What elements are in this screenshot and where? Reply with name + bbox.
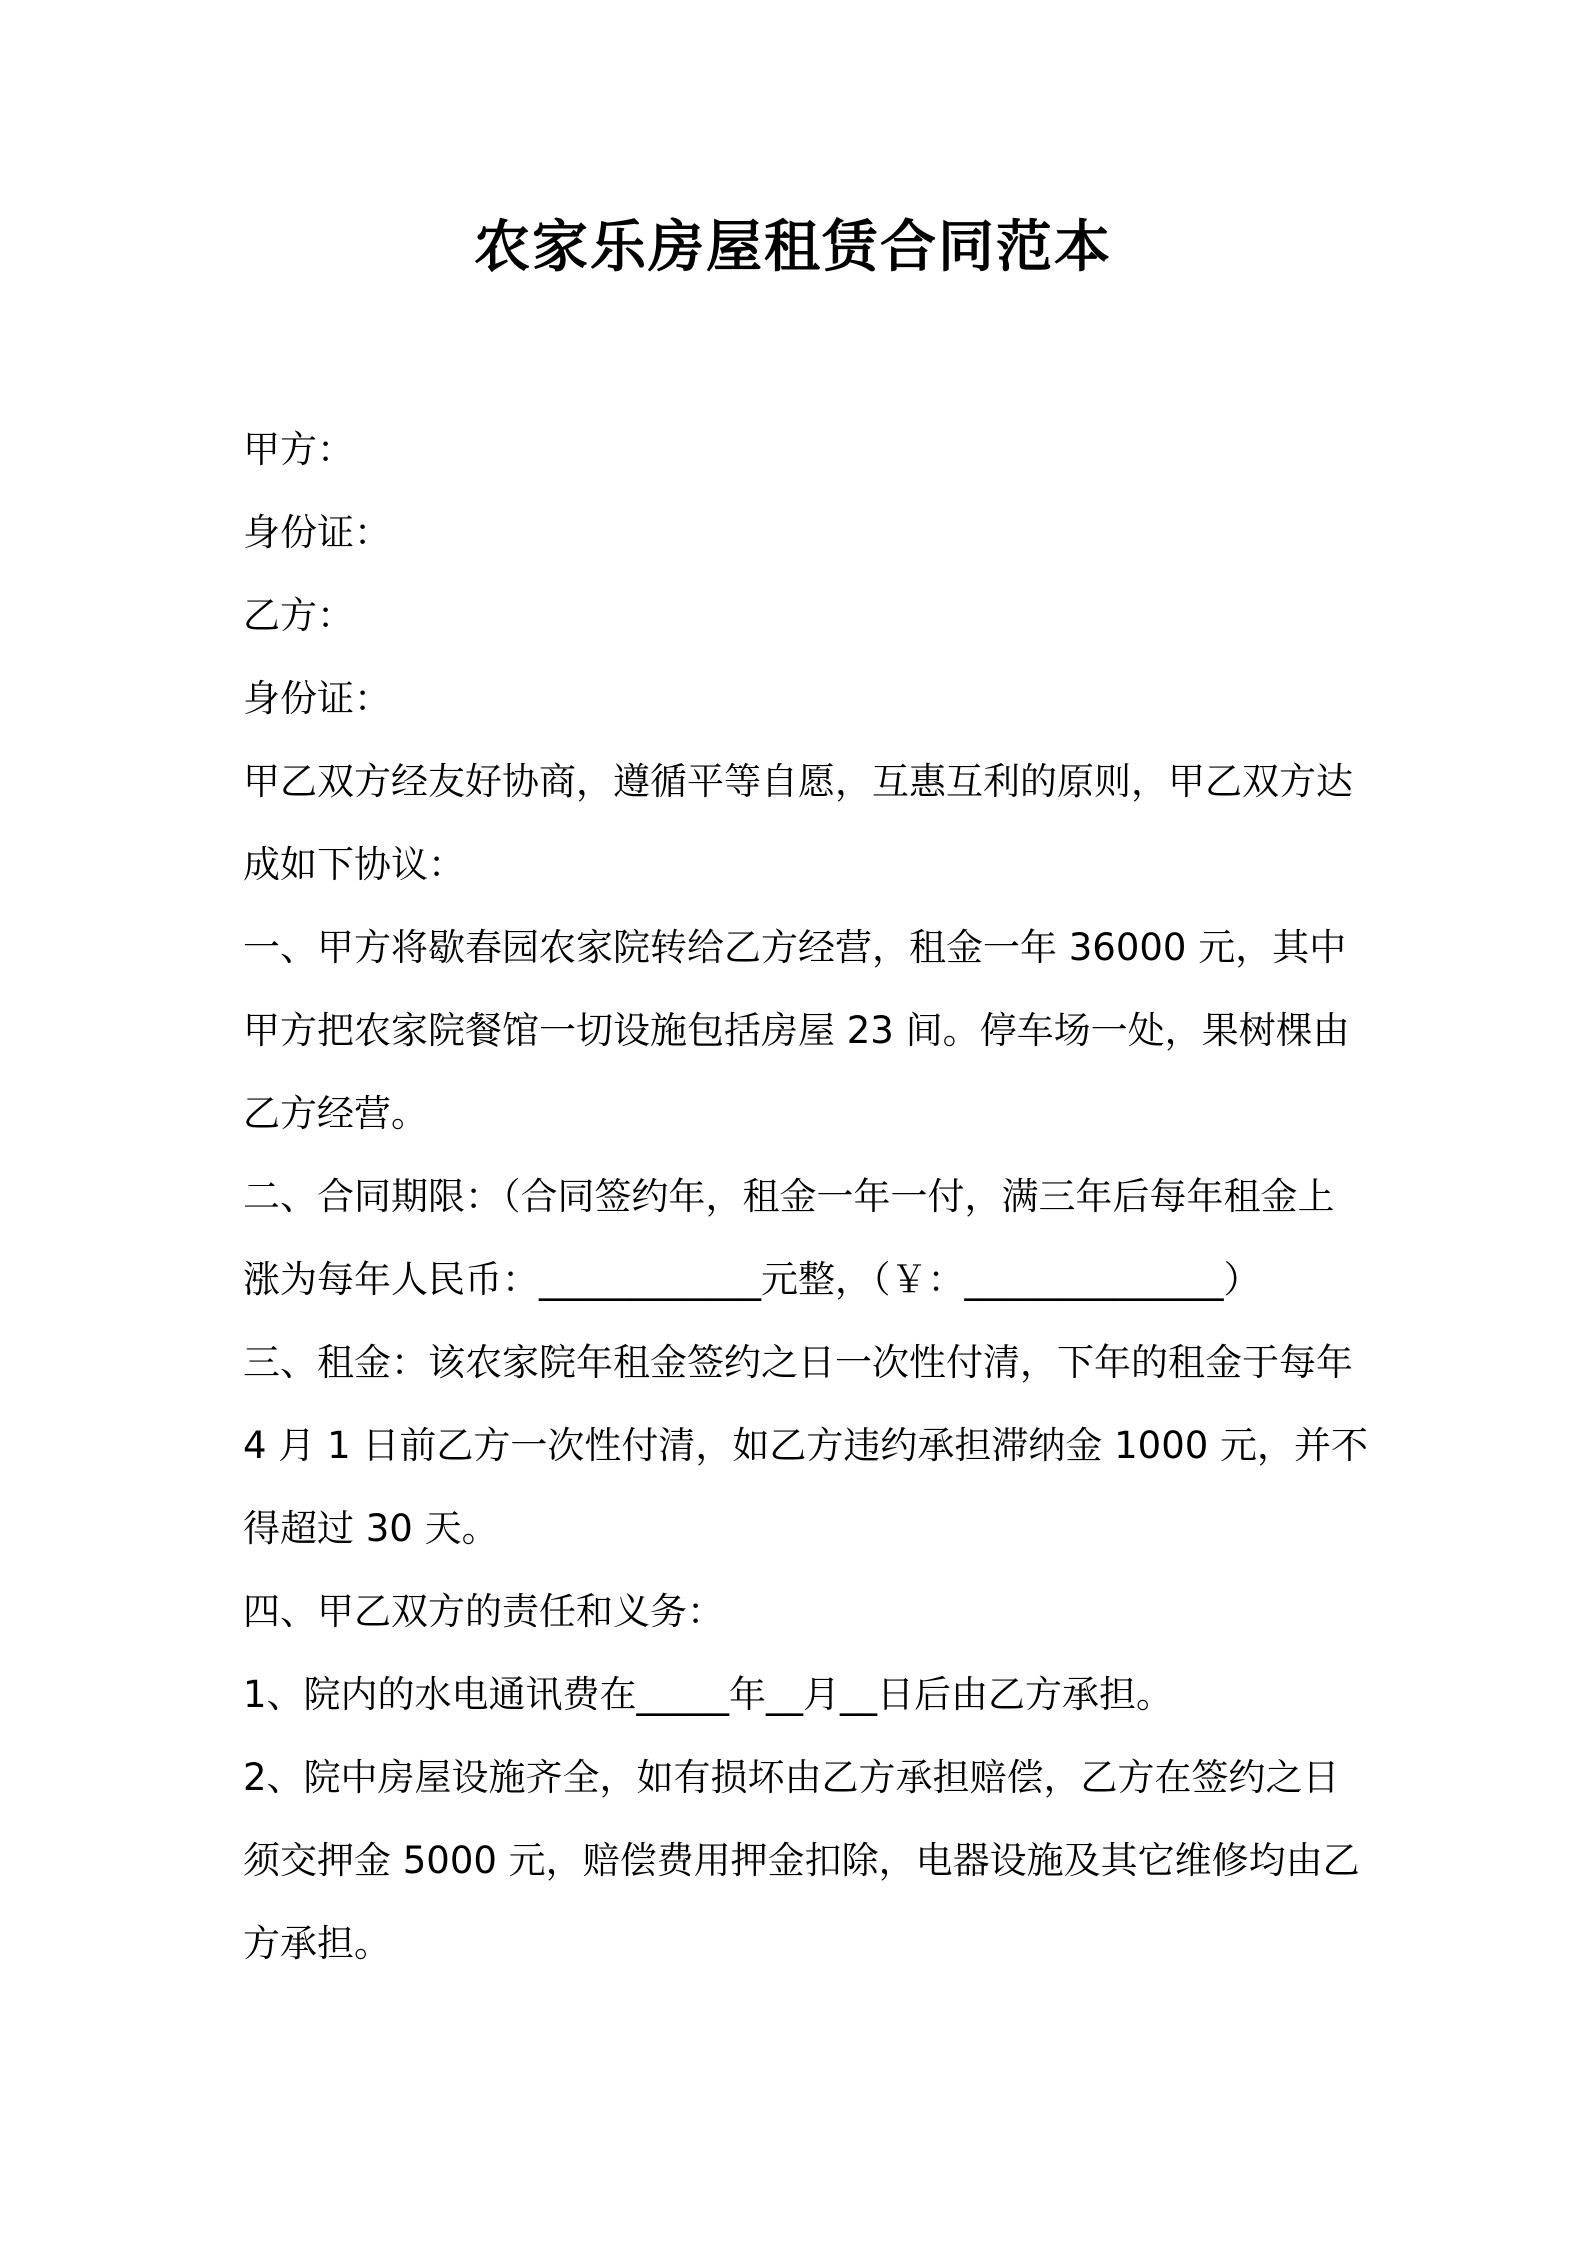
clause-2-line-1: 二、合同期限：（合同签约年，租金一年一付，满三年后每年租金上 — [243, 1175, 1335, 1218]
party-b-line: 乙方： — [243, 594, 354, 637]
clause-3-line-3: 得超过 30 天。 — [243, 1507, 499, 1550]
document-title: 农家乐房屋租赁合同范本 — [474, 215, 1112, 280]
preamble-line-1: 甲乙双方经友好协商，遵循平等自愿，互惠互利的原则，甲乙双方达 — [243, 760, 1353, 803]
party-b-id-line: 身份证： — [243, 677, 391, 720]
party-a-line: 甲方： — [243, 428, 354, 471]
clause-1-line-3: 乙方经营。 — [243, 1092, 428, 1135]
preamble-line-2: 成如下协议： — [243, 843, 465, 886]
clause-4-item-2-line-1: 2、院中房屋设施齐全，如有损坏由乙方承担赔偿，乙方在签约之日 — [243, 1756, 1340, 1799]
clause-4-item-2-line-2: 须交押金 5000 元，赔偿费用押金扣除，电器设施及其它维修均由乙 — [243, 1839, 1360, 1882]
clause-2-line-2: 涨为每年人民币：____________元整，（￥：______________） — [243, 1258, 1261, 1301]
party-a-id-line: 身份证： — [243, 511, 391, 554]
clause-3-line-1: 三、租金：该农家院年租金签约之日一次性付清，下年的租金于每年 — [243, 1341, 1353, 1384]
clause-4-item-1: 1、院内的水电通讯费在_____年__月__日后由乙方承担。 — [243, 1673, 1174, 1716]
document-body — [243, 408, 1369, 1985]
clause-4-heading: 四、甲乙双方的责任和义务： — [243, 1590, 724, 1633]
clause-3-line-2: 4 月 1 日前乙方一次性付清，如乙方违约承担滞纳金 1000 元，并不 — [243, 1424, 1369, 1467]
clause-1-line-2: 甲方把农家院餐馆一切设施包括房屋 23 间。停车场一处，果树棵由 — [243, 1009, 1350, 1052]
clause-4-item-2-line-3: 方承担。 — [243, 1922, 391, 1965]
clause-1-line-1: 一、甲方将歇春园农家院转给乙方经营，租金一年 36000 元，其中 — [243, 926, 1347, 969]
